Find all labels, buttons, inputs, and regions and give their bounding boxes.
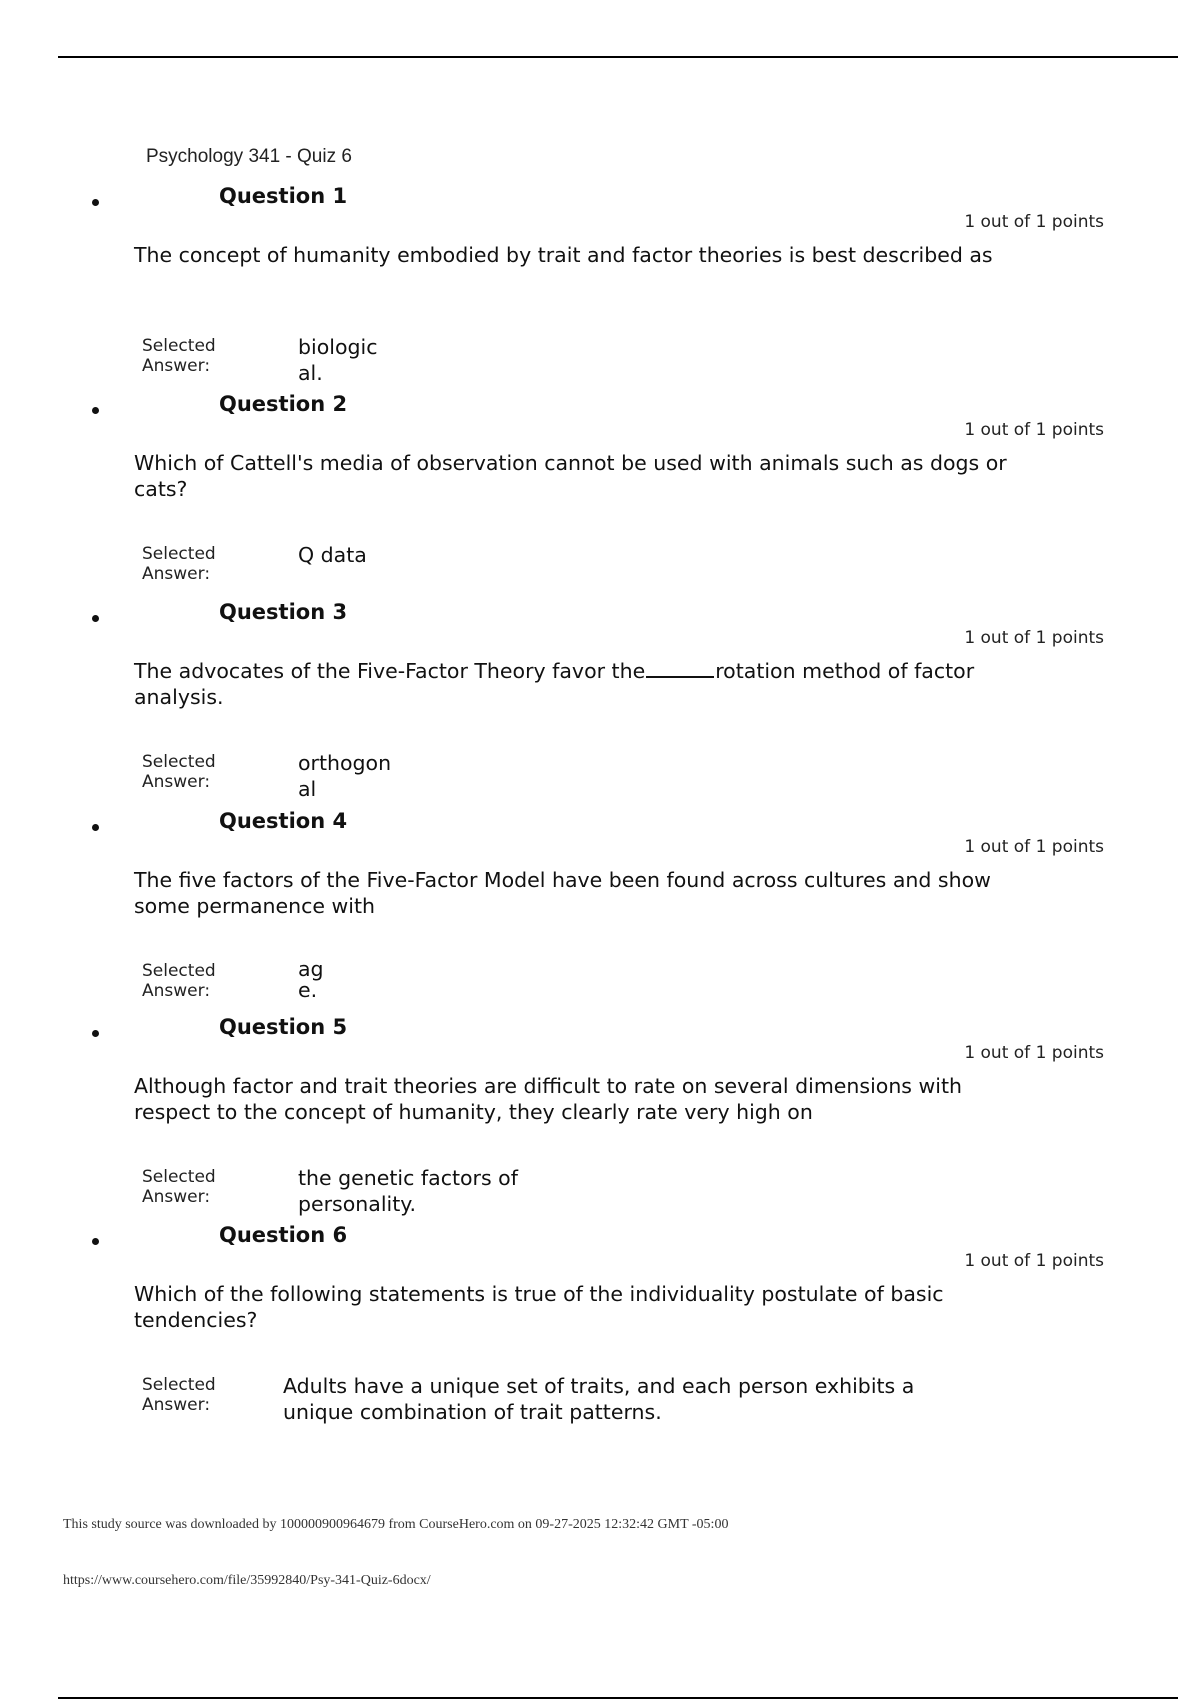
bullet-icon: [92, 824, 99, 831]
selected-answer-value: orthogon al: [298, 751, 392, 801]
question-block-4: [0, 809, 1200, 1021]
selected-answer-value: Q data: [298, 543, 367, 567]
question-points: 1 out of 1 points: [964, 1251, 1104, 1271]
download-note: This study source was downloaded by 100000900964679 from CourseHero.com on 09-27-2025 12:32:42 GMT -05:00: [63, 1517, 729, 1532]
question-heading: Question 4: [219, 809, 348, 833]
question-text: [134, 658, 1034, 710]
bottom-rule: [58, 1697, 1178, 1699]
question-points: 1 out of 1 points: [964, 1043, 1104, 1063]
question-block-5: [0, 1015, 1200, 1227]
question-text: The five factors of the Five-Factor Model have been found across cultures and show some permanence with: [134, 868, 991, 918]
selected-answer-label: Selected Answer:: [142, 1375, 216, 1415]
question-block-3: [0, 600, 1200, 812]
selected-answer-label: Selected Answer:: [142, 336, 216, 376]
question-text: Which of Cattell's media of observation cannot be used with animals such as dogs or cats?: [134, 451, 1007, 501]
selected-answer-label: Selected Answer:: [142, 961, 216, 1001]
source-url[interactable]: https://www.coursehero.com/file/35992840/Psy-341-Quiz-6docx/: [63, 1573, 431, 1588]
selected-answer-label: Selected Answer:: [142, 752, 216, 792]
question-text: Although factor and trait theories are difficult to rate on several dimensions with respect to the concept of humanity, they clearly rate very high on: [134, 1074, 962, 1124]
bullet-icon: [92, 1238, 99, 1245]
bullet-icon: [92, 407, 99, 414]
question-points: 1 out of 1 points: [964, 837, 1104, 857]
question-block-2: [0, 392, 1200, 604]
question-block-1: [0, 184, 1200, 396]
bullet-icon: [92, 199, 99, 206]
selected-answer-label: Selected Answer:: [142, 1167, 216, 1207]
question-points: 1 out of 1 points: [964, 628, 1104, 648]
question-text: The concept of humanity embodied by trait and factor theories is best described as: [134, 243, 993, 267]
bullet-icon: [92, 615, 99, 622]
fill-in-blank: [646, 658, 714, 678]
selected-answer-value: biologic al.: [298, 335, 378, 385]
top-rule: [58, 56, 1178, 58]
selected-answer-label: Selected Answer:: [142, 544, 216, 584]
question-text-after-blank: rotation method of factor analysis.: [134, 659, 975, 709]
question-text: Which of the following statements is true of the individuality postulate of basic tendencies?: [134, 1282, 944, 1332]
selected-answer-value: ag e.: [298, 957, 324, 1002]
question-heading: Question 3: [219, 600, 348, 624]
question-heading: Question 2: [219, 392, 348, 416]
selected-answer-value: the genetic factors of personality.: [298, 1166, 518, 1216]
question-block-6: [0, 1223, 1200, 1435]
question-heading: Question 6: [219, 1223, 348, 1247]
bullet-icon: [92, 1030, 99, 1037]
quiz-title: Psychology 341 - Quiz 6: [146, 146, 352, 167]
selected-answer-value: Adults have a unique set of traits, and each person exhibits a unique combination of trait patterns.: [283, 1374, 915, 1424]
question-points: 1 out of 1 points: [964, 212, 1104, 232]
question-heading: Question 5: [219, 1015, 348, 1039]
question-points: 1 out of 1 points: [964, 420, 1104, 440]
question-text-before-blank: The advocates of the Five-Factor Theory favor the: [134, 659, 646, 683]
question-heading: Question 1: [219, 184, 348, 208]
